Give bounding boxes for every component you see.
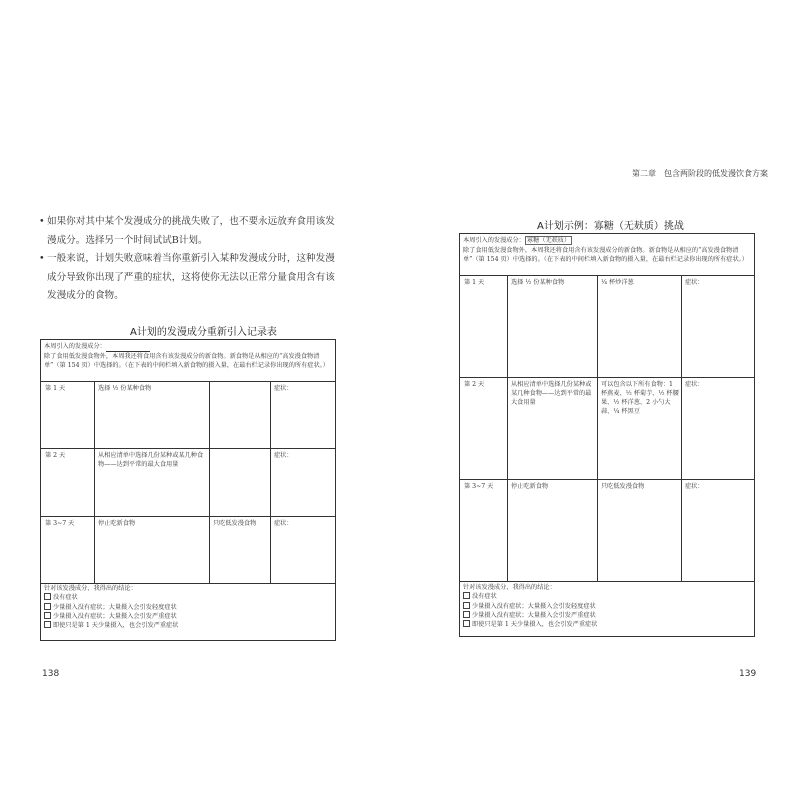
row-divider — [460, 581, 754, 582]
amount-cell: 只吃低发漫食物 — [601, 483, 645, 490]
conclusion-option[interactable]: 少量摄入没有症状；大量摄入会引发轻度症状 — [463, 602, 751, 611]
table-intro — [463, 236, 751, 265]
bullet-item: • 如果你对其中某个发漫成分的挑战失败了，也不要永远放弃食用该发漫成分。选择另一个时间试试B计划。 — [40, 213, 340, 250]
column-divider — [681, 275, 682, 581]
action-cell: 停止吃新食物 — [98, 520, 136, 527]
column-divider — [507, 275, 508, 581]
right-record-table — [459, 233, 755, 637]
left-table-title: A计划的发漫成分重新引入记录表 — [130, 327, 277, 338]
page-number-left: 138 — [42, 669, 60, 679]
symptom-cell: 症状： — [685, 279, 704, 286]
symptom-cell: 症状： — [274, 520, 293, 527]
intro-label: 本周引入的发漫成分： — [463, 237, 525, 244]
checkbox[interactable] — [463, 620, 470, 627]
bullet-list — [40, 213, 340, 306]
intro-label: 本周引入的发漫成分： — [44, 343, 106, 350]
checkbox[interactable] — [44, 593, 51, 600]
symptom-cell: 症状： — [685, 381, 704, 388]
action-cell: 选择 ½ 份某种食物 — [511, 279, 565, 286]
conclusion-option[interactable]: 少量摄入没有症状；大量摄入会引发严重症状 — [44, 612, 332, 621]
intro-text: 除了食用低发漫食物外，本周我还将食用含有该发漫成分的新食物。新食物是从相应的“高发漫食物清单”（第 154 页）中选择的。（在下表的中间栏填入新食物的摄入量，在最右栏记录你出现的所有症状。） — [463, 246, 748, 263]
symptom-cell: 症状： — [274, 452, 293, 459]
chapter-header: 第二章 包含两阶段的低发漫饮食方案 — [632, 169, 768, 178]
row-divider — [460, 275, 754, 276]
row-divider — [41, 583, 335, 584]
column-divider — [597, 275, 598, 581]
left-record-table — [40, 339, 336, 641]
checkbox[interactable] — [44, 612, 51, 619]
intro-value: 寡糖（无麸质） — [526, 237, 571, 244]
action-cell: 从相应清单中选择几份某种或某几种食物——达到平常的最大食用量 — [511, 381, 592, 406]
day-cell: 第 2 天 — [45, 452, 66, 459]
symptom-cell: 症状： — [274, 385, 293, 392]
column-divider — [94, 381, 95, 583]
checkbox[interactable] — [44, 603, 51, 610]
checkbox[interactable] — [463, 592, 470, 599]
intro-text: 除了食用低发漫食物外，本周我还将食用含有该发漫成分的新食物。新食物是从相应的“高发漫食物清单”（第 154 页）中选择的。（在下表的中间栏填入新食物的摄入量，在最右栏记录你出现的所有症状。） — [44, 352, 329, 369]
amount-cell: 可以包含以下所有食物：1 杯燕麦、½ 杯菊芋、½ 杯腰果、½ 杯洋葱、2 小勺大蒜、¼ 杯黑豆 — [601, 381, 679, 415]
page-number-right: 139 — [739, 669, 757, 679]
checkbox[interactable] — [44, 621, 51, 628]
amount-cell: ¼ 杯炒洋葱 — [601, 279, 634, 286]
day-cell: 第 3~7 天 — [464, 483, 494, 490]
row-divider — [460, 479, 754, 480]
conclusion-section — [463, 584, 751, 629]
row-divider — [41, 516, 335, 517]
conclusion-option[interactable]: 少量摄入没有症状；大量摄入会引发严重症状 — [463, 611, 751, 620]
amount-cell: 只吃低发漫食物 — [213, 520, 257, 527]
table-intro — [44, 342, 332, 371]
conclusion-option[interactable]: 即使只是第 1 天少量摄入，也会引发严重症状 — [44, 621, 332, 630]
bullet-item: • 一般来说，计划失败意味着当你重新引入某种发漫成分时，这种发漫成分导致你出现了严重的症状，这将使你无法以正常分量食用含有该发漫成分的食物。 — [40, 250, 340, 306]
checkbox[interactable] — [463, 602, 470, 609]
conclusion-option[interactable]: 没有症状 — [463, 592, 751, 601]
row-divider — [460, 377, 754, 378]
right-table-title: A计划示例：寡糖（无麸质）挑战 — [537, 221, 684, 232]
conclusion-label: 针对该发漫成分，我得出的结论： — [463, 584, 556, 591]
day-cell: 第 1 天 — [464, 279, 485, 286]
column-divider — [270, 381, 271, 583]
symptom-cell: 症状： — [685, 483, 704, 490]
conclusion-option[interactable]: 没有症状 — [44, 593, 332, 602]
conclusion-option[interactable]: 少量摄入没有症状；大量摄入会引发轻度症状 — [44, 603, 332, 612]
row-divider — [41, 381, 335, 382]
action-cell: 停止吃新食物 — [511, 483, 549, 490]
action-cell: 选择 ½ 份某种食物 — [98, 385, 152, 392]
checkbox[interactable] — [463, 611, 470, 618]
fill-in-blank — [106, 344, 150, 352]
action-cell: 从相应清单中选择几份某种或某几种食物——达到平常的最大食用量 — [98, 452, 204, 468]
conclusion-label: 针对该发漫成分，我得出的结论： — [44, 585, 137, 592]
day-cell: 第 3~7 天 — [45, 520, 75, 527]
day-cell: 第 2 天 — [464, 381, 485, 388]
column-divider — [209, 381, 210, 583]
conclusion-section — [44, 585, 332, 630]
row-divider — [41, 448, 335, 449]
day-cell: 第 1 天 — [45, 385, 66, 392]
conclusion-option[interactable]: 即使只是第 1 天少量摄入，也会引发严重症状 — [463, 620, 751, 629]
